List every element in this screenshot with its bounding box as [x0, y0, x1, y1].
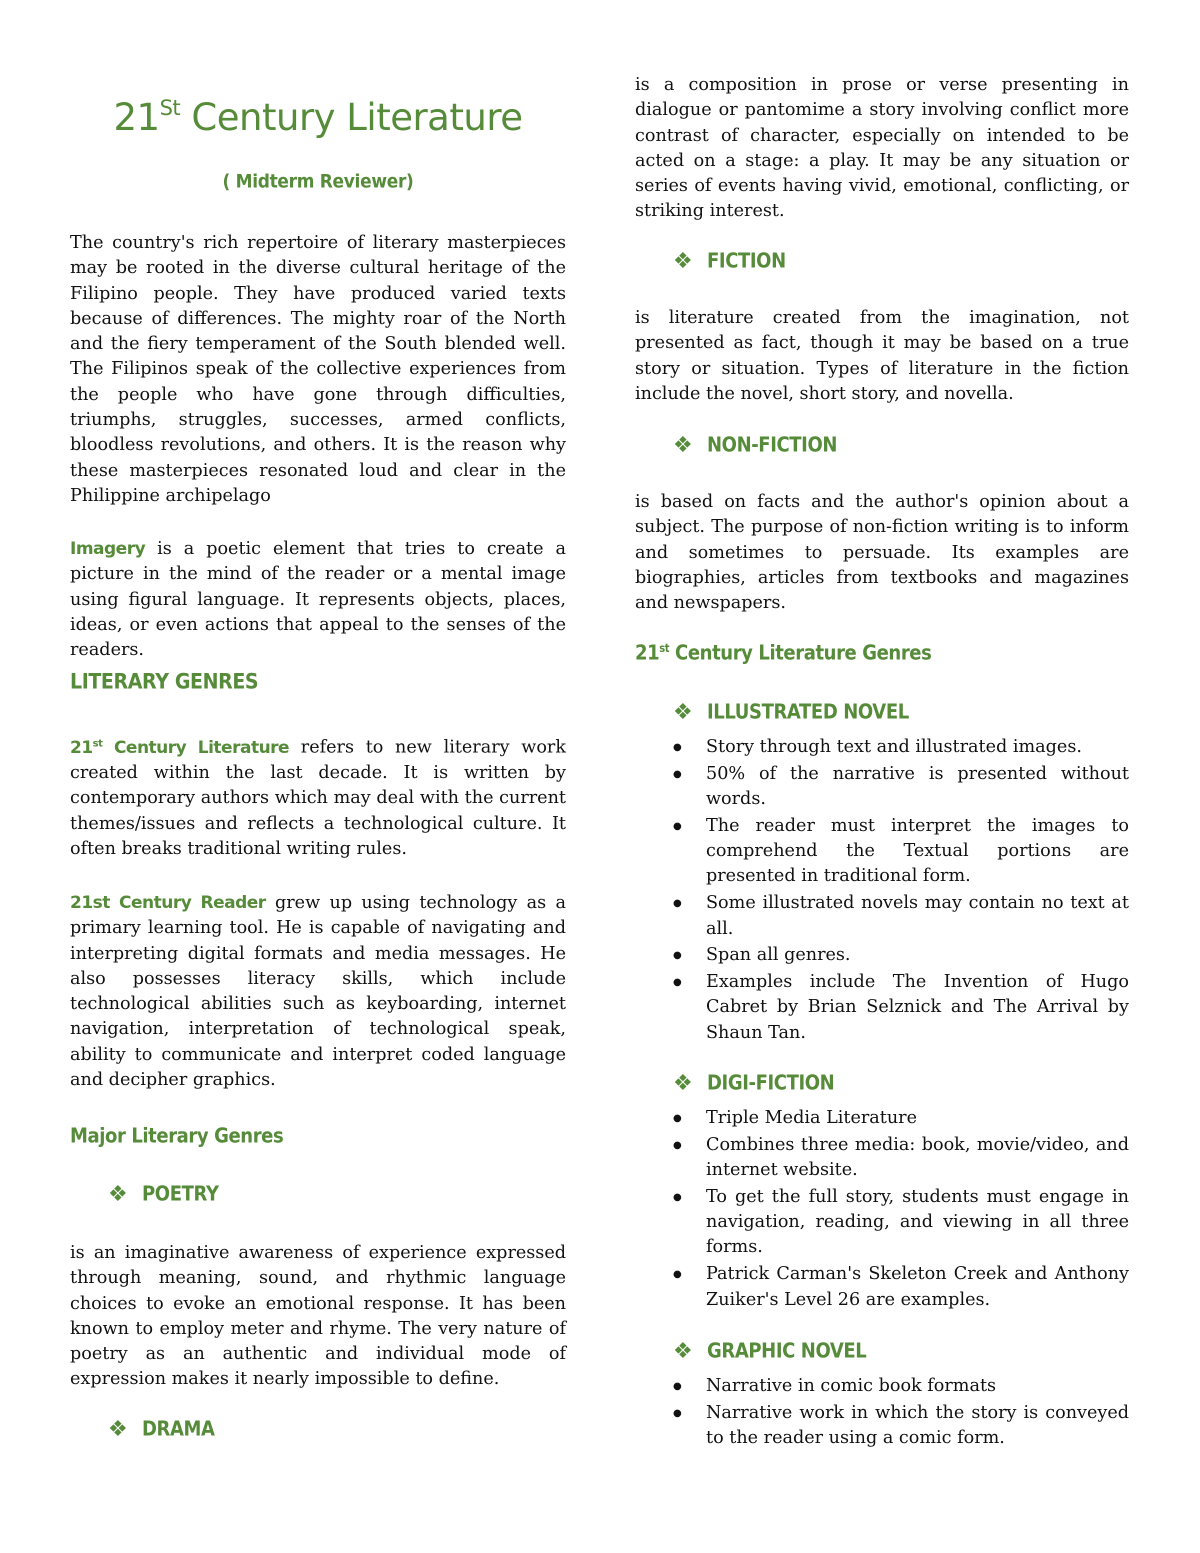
imagery-term: Imagery — [70, 539, 146, 559]
diamond-bullet-icon: ❖ — [673, 1339, 693, 1364]
list-item: ● Patrick Carman's Skeleton Creek and Anthony Zuiker's Level 26 are examples. — [635, 1262, 1129, 1313]
list-item: ● Narrative work in which the story is conveyed to the reader using a comic form. — [635, 1401, 1129, 1452]
graphic-novel-heading: ❖ GRAPHIC NOVEL — [673, 1339, 867, 1364]
nonfiction-heading: ❖ NON-FICTION — [673, 433, 838, 458]
list-item: ● To get the full story, students must engage in navigation, reading, and viewing in all three forms. — [635, 1185, 1129, 1261]
major-genres-heading: Major Literary Genres — [70, 1124, 284, 1149]
digi-fiction-list — [635, 1106, 1129, 1314]
c21-reader-term: 21st Century Reader — [70, 893, 266, 913]
c21-literature-term: 21st Century Literature — [70, 737, 290, 758]
diamond-bullet-icon: ❖ — [673, 433, 693, 458]
list-item: ● Examples include The Invention of Hugo Cabret by Brian Selznick and The Arrival by Shaun Tan. — [635, 970, 1129, 1046]
digi-fiction-heading: ❖ DIGI-FICTION — [673, 1071, 835, 1096]
drama-paragraph: is a composition in prose or verse presenting in dialogue or pantomime a story involving conflict more contrast of character, especially on intended to be acted on a stage: a play. It may be any situation or series of events having vivid, emotional, conflicting, or striking interest. — [635, 75, 1129, 222]
list-item: ● Triple Media Literature — [635, 1106, 1129, 1131]
intro-paragraph: The country's rich repertoire of literary masterpieces may be rooted in the diverse cultural heritage of the Filipino people. They have produced varied texts because of differences. The mighty roar of the North and the fiery temperament of the South blended well. The Filipinos speak of the collective experiences from the people who have gone through difficulties, triumphs, struggles, successes, armed conflicts, bloodless revolutions, and others. It is the reason why these masterpieces resonated loud and clear in the Philippine archipelago — [70, 233, 566, 506]
list-item: ● The reader must interpret the images to comprehend the Textual portions are presented in traditional form. — [635, 814, 1129, 890]
drama-heading: ❖ DRAMA — [108, 1417, 215, 1442]
list-item: ● Story through text and illustrated images. — [635, 735, 1129, 760]
poetry-paragraph: is an imaginative awareness of experience expressed through meaning, sound, and rhythmic language choices to evoke an emotional response. It has been known to employ meter and rhyme. The very nature of poetry as an authentic and individual mode of expression makes it nearly impossible to define. — [70, 1243, 566, 1390]
document-subtitle: ( Midterm Reviewer) — [222, 170, 414, 194]
document-title: 21St Century Literature — [113, 96, 523, 139]
fiction-heading: ❖ FICTION — [673, 249, 786, 274]
c21-literature-paragraph: 21st Century Literature refers to new literary work created within the last decade. It is written by contemporary authors which may deal with the current themes/issues and reflects a technological culture. It often breaks traditional writing rules. — [70, 737, 566, 859]
c21-genres-heading: 21st Century Literature Genres — [635, 641, 932, 666]
diamond-bullet-icon: ❖ — [108, 1182, 128, 1207]
illustrated-novel-list — [635, 735, 1129, 1048]
diamond-bullet-icon: ❖ — [673, 700, 693, 725]
list-item: ● Narrative in comic book formats — [635, 1374, 1129, 1399]
literary-genres-heading: LITERARY GENRES — [70, 669, 259, 695]
diamond-bullet-icon: ❖ — [673, 1071, 693, 1096]
illustrated-novel-heading: ❖ ILLUSTRATED NOVEL — [673, 700, 909, 725]
fiction-paragraph: is literature created from the imagination, not presented as fact, though it may be based on a true story or situation. Types of literature in the fiction include the novel, short story, and novella. — [635, 308, 1129, 404]
poetry-heading: ❖ POETRY — [108, 1182, 219, 1207]
diamond-bullet-icon: ❖ — [673, 249, 693, 274]
graphic-novel-list — [635, 1374, 1129, 1453]
imagery-paragraph: Imagery is a poetic element that tries to create a picture in the mind of the reader or a mental image using figural language. It represents objects, places, ideas, or even actions that appeal to the senses of the readers. — [70, 539, 566, 661]
nonfiction-paragraph: is based on facts and the author's opinion about a subject. The purpose of non-fiction writing is to inform and sometimes to persuade. Its examples are biographies, articles from textbooks and magazines and newspapers. — [635, 492, 1129, 614]
list-item: ● 50% of the narrative is presented without words. — [635, 762, 1129, 813]
diamond-bullet-icon: ❖ — [108, 1417, 128, 1442]
c21-reader-paragraph: 21st Century Reader grew up using technology as a primary learning tool. He is capable of navigating and interpreting digital formats and media messages. He also possesses literacy skills, which include technological abilities such as keyboarding, internet navigation, interpretation of technological speak, ability to communicate and interpret coded language and decipher graphics. — [70, 893, 566, 1091]
list-item: ● Combines three media: book, movie/video, and internet website. — [635, 1133, 1129, 1184]
list-item: ● Span all genres. — [635, 943, 1129, 968]
list-item: ● Some illustrated novels may contain no text at all. — [635, 891, 1129, 942]
